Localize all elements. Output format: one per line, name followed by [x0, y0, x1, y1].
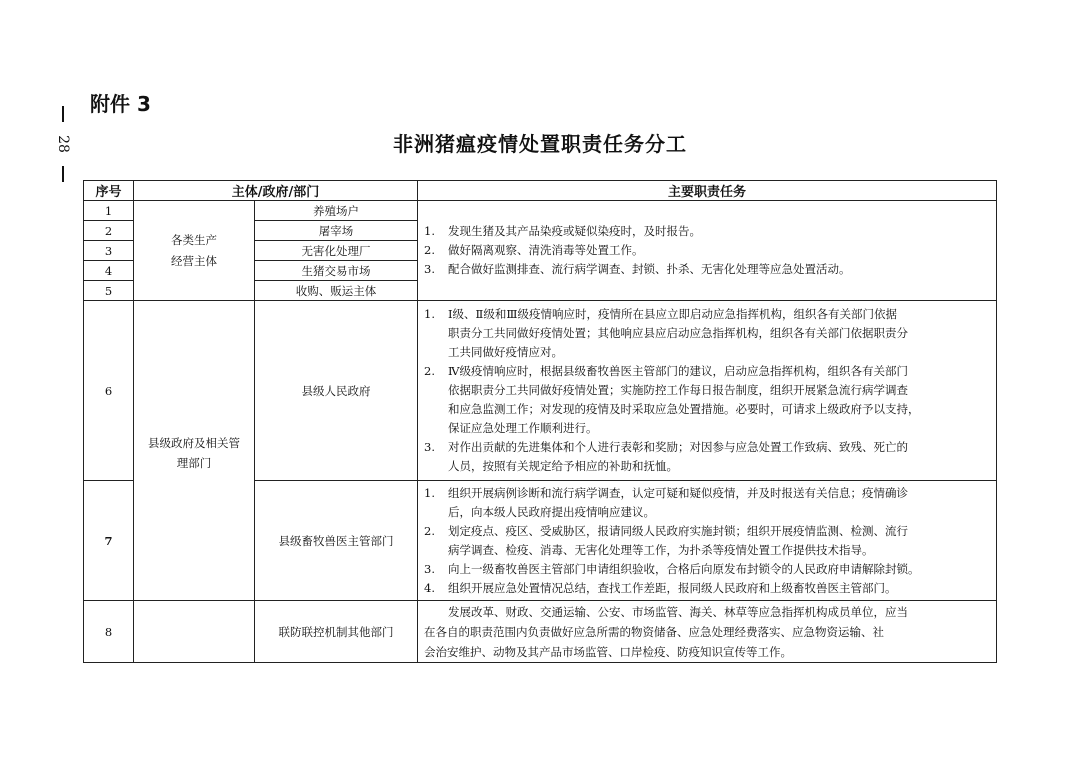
row-number: 7 — [84, 481, 134, 601]
task-line: 后，向本级人民政府提出疫情响应建议。 — [448, 504, 655, 519]
tasks-cell-8 — [418, 601, 997, 663]
page-mark-dash-top — [62, 106, 64, 122]
table-header-row — [84, 181, 997, 201]
task-line: 1. 组织开展病例诊断和流行病学调查，认定可疑和疑似疫情，并及时报送有关信息；疫情确诊 — [424, 485, 908, 500]
task-line: 会治安维护、动物及其产品市场监管、口岸检疫、防疫知识宣传等工作。 — [424, 644, 792, 659]
entity-cell: 生猪交易市场 — [255, 261, 418, 281]
task-line: 工共同做好疫情应对。 — [448, 345, 563, 359]
task-line: 2. 做好隔离观察、清洗消毒等处置工作。 — [424, 243, 644, 257]
group-county-line-2: 理部门 — [176, 455, 212, 470]
entity-cell: 屠宰场 — [255, 221, 418, 241]
task-line: 3. 向上一级畜牧兽医主管部门申请组织验收，合格后向原发布封锁令的人民政府申请解除封锁。 — [424, 561, 920, 576]
group-production-cell — [134, 201, 255, 301]
group-county-line-1: 县级政府及相关管 — [148, 435, 240, 450]
entity-cell: 收购、贩运主体 — [255, 281, 418, 301]
table-row — [84, 301, 997, 481]
task-line: 1. Ⅰ级、Ⅱ级和Ⅲ级疫情响应时，疫情所在县应立即启动应急指挥机构，组织各有关部门依据 — [424, 307, 897, 321]
responsibility-table — [83, 180, 997, 663]
col-header-no: 序号 — [84, 181, 134, 201]
row-number: 8 — [84, 601, 134, 663]
task-line: 1. 发现生猪及其产品染疫或疑似染疫时，及时报告。 — [424, 224, 701, 238]
col-header-tasks: 主要职责任务 — [418, 181, 997, 201]
task-line: 人员，按照有关规定给予相应的补助和抚恤。 — [448, 459, 678, 473]
document-title: 非洲猪瘟疫情处置职责任务分工 — [393, 132, 687, 156]
task-line: 发展改革、财政、交通运输、公安、市场监管、海关、林草等应急指挥机构成员单位，应当 — [448, 604, 908, 619]
entity-cell: 县级人民政府 — [255, 301, 418, 481]
task-line: 2. Ⅳ级疫情响应时，根据县级畜牧兽医主管部门的建议，启动应急指挥机构，组织各有关部门 — [424, 364, 908, 378]
page-mark-dash-bottom — [62, 166, 64, 182]
tasks-cell-7 — [418, 481, 997, 601]
tasks-cell-6 — [418, 301, 997, 481]
task-line: 和应急监测工作；对发现的疫情及时采取应急处置措施。必要时，可请求上级政府予以支持， — [448, 402, 920, 416]
group-production-line-1: 各类生产 — [171, 232, 217, 247]
entity-cell: 县级畜牧兽医主管部门 — [255, 481, 418, 601]
row-number: 5 — [84, 281, 134, 301]
task-line: 职责分工共同做好疫情处置；其他响应县应启动应急指挥机构，组织各有关部门依据职责分 — [448, 326, 908, 340]
row-number: 4 — [84, 261, 134, 281]
empty-group-cell — [134, 601, 255, 663]
task-line: 4. 组织开展应急处置情况总结，查找工作差距，报同级人民政府和上级畜牧兽医主管部门。 — [424, 580, 897, 595]
row-number: 6 — [84, 301, 134, 481]
row-number: 3 — [84, 241, 134, 261]
task-line: 3. 配合做好监测排查、流行病学调查、封锁、扑杀、无害化处理等应急处置活动。 — [424, 262, 851, 276]
task-line: 3. 对作出贡献的先进集体和个人进行表彰和奖励；对因参与应急处置工作致病、致残、死亡的 — [424, 440, 908, 454]
entity-cell: 联防联控机制其他部门 — [255, 601, 418, 663]
entity-cell: 养殖场户 — [255, 201, 418, 221]
table-row — [84, 201, 997, 221]
attachment-label: 附件 3 — [90, 92, 151, 116]
group-production-line-2: 经营主体 — [171, 253, 217, 268]
page-number: 28 — [55, 135, 71, 153]
row-number: 1 — [84, 201, 134, 221]
task-line: 在各自的职责范围内负责做好应急所需的物资储备、应急处理经费落实、应急物资运输、社 — [424, 624, 884, 639]
tasks-cell-1-5 — [418, 201, 997, 301]
group-county-cell — [134, 301, 255, 601]
task-line: 病学调查、检疫、消毒、无害化处理等工作，为扑杀等疫情处置工作提供技术指导。 — [448, 542, 874, 557]
table-row — [84, 601, 997, 663]
task-line: 依据职责分工共同做好疫情处置；实施防控工作每日报告制度，组织开展紧急流行病学调查 — [448, 383, 908, 397]
row-number: 2 — [84, 221, 134, 241]
task-line: 2. 划定疫点、疫区、受威胁区，报请同级人民政府实施封锁；组织开展疫情监测、检测、流行 — [424, 523, 908, 538]
task-line: 保证应急处理工作顺利进行。 — [448, 421, 598, 435]
entity-cell: 无害化处理厂 — [255, 241, 418, 261]
col-header-entity: 主体/政府/部门 — [134, 181, 418, 201]
